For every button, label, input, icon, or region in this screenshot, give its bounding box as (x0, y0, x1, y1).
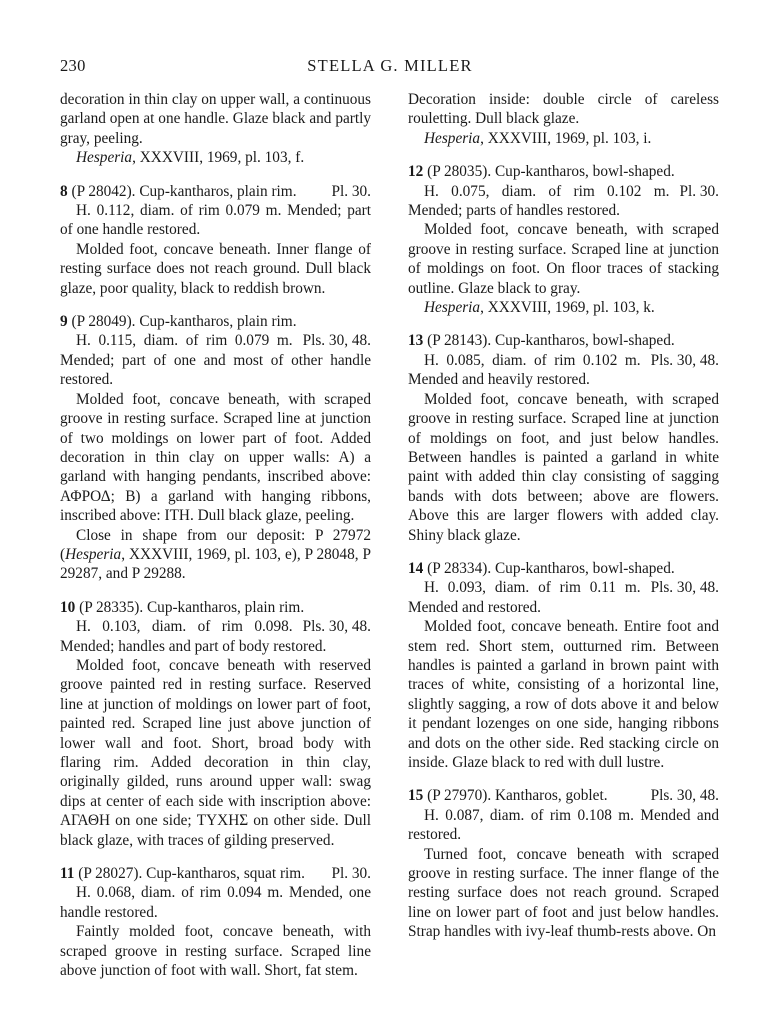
entry-title: (P 27970). Kantharos, goblet. (423, 787, 608, 805)
entry-title: (P 28335). Cup-kantharos, plain rim. (75, 598, 305, 616)
dimensions: H. 0.115, diam. of rim 0.079 m. Mended; part of one and most of other handle restored. (60, 332, 371, 389)
dimensions: H. 0.112, diam. of rim 0.079 m. Mended; part of one handle restored. (60, 202, 371, 239)
comparanda-text: , XXXVIII, 1969, pl. 103, e), P 28048, P 29287, and P 29288. (60, 545, 371, 583)
entry-number: 11 (60, 865, 75, 883)
left-column (60, 90, 371, 980)
description: Molded foot, concave beneath. Entire foot and stem red. Short stem, outturned rim. Between handles is painted a garland in brown paint with traces of white, consisting of a horizontal line, slightly sagging, a row of dots above it and below it pendant lozenges on one side, hanging ribbons and dots on the other side. Red stacking circle on inside. Glaze black to red with dull lustre. (408, 618, 719, 771)
reference-detail: , XXXVIII, 1969, pl. 103, f. (132, 149, 305, 167)
dimensions: H. 0.103, diam. of rim 0.098. Mended; handles and part of body restored. (60, 618, 327, 655)
plate-reference: Pls. 30, 48. (302, 618, 371, 636)
entry-title: (P 28027). Cup-kantharos, squat rim. (74, 865, 306, 883)
plate-reference: Pls. 30, 48. (650, 351, 719, 369)
plate-reference: Pl. 30. (331, 865, 371, 883)
reference-detail: , XXXVIII, 1969, pl. 103, i. (480, 129, 652, 147)
entry-number: 13 (408, 332, 424, 350)
catalogue-entry-heading (60, 182, 371, 201)
entry-title: (P 28049). Cup-kantharos, plain rim. (67, 313, 297, 331)
plate-reference: Pl. 30. (331, 182, 371, 200)
plate-reference: Pls. 30, 48. (302, 332, 371, 350)
entry-number: 12 (408, 163, 424, 181)
plate-reference: Pls. 30, 48. (650, 579, 719, 597)
page-number: 230 (60, 56, 86, 75)
entry-number: 14 (408, 559, 424, 577)
reference (408, 129, 719, 148)
dimensions: H. 0.075, diam. of rim 0.102 m. Mended; parts of handles restored. (408, 182, 670, 220)
journal-title: Hesperia (424, 299, 481, 317)
description: Faintly molded foot, concave beneath, with scraped groove in resting surface. Scraped line above junction of foot with wall. Short, fat stem. (60, 923, 371, 980)
entry-number: 9 (60, 313, 68, 331)
dimensions: H. 0.093, diam. of rim 0.11 m. Mended and restored. (408, 579, 641, 616)
dimensions: H. 0.068, diam. of rim 0.094 m. Mended, one handle restored. (60, 884, 371, 921)
description: Turned foot, concave beneath with scraped groove in resting surface. The inner flange of the resting surface does not reach ground. Scraped line on lower part of foot and just below handles. Strap handles with ivy-leaf thumb-rests above. On (408, 845, 719, 941)
entry-title: (P 28143). Cup-kantharos, bowl-shaped. (423, 332, 675, 350)
description: Molded foot, concave beneath with reserved groove painted red in resting surface. Reserved line at junction of moldings on lower part of foot, painted red. Scraped line just above junction of lower wall and foot. Short, broad body with flaring rim. Added decoration in thin clay, originally gilded, runs around upper wall: swag dips at center of each side with inscription above: ΑΓΑΘΗ on one side; ΤΥΧΗΣ on other side. Dull black glaze, with traces of gilding preserved. (60, 656, 371, 849)
description: Molded foot, concave beneath, with scraped groove in resting surface. Scraped line at junction of two moldings on lower part of foot. Added decoration in thin clay on upper walls: A) a garland with hanging pendants, inscribed above: ΑΦΡΟΔ; B) a garland with hanging ribbons, inscribed above: ΙΤΗ. Dull black glaze, peeling. (60, 390, 371, 525)
comparanda (60, 526, 371, 584)
plate-reference: Pls. 30, 48. (650, 787, 719, 805)
entry-number: 15 (408, 787, 424, 805)
dimensions: H. 0.085, diam. of rim 0.102 m. Mended and heavily restored. (408, 351, 641, 389)
entry-title: (P 28334). Cup-kantharos, bowl-shaped. (423, 559, 675, 577)
reference (408, 298, 719, 317)
continued-text: Decoration inside: double circle of careless rouletting. Dull black glaze. (408, 91, 719, 128)
entry-number: 10 (60, 598, 76, 616)
catalogue-entry-heading (408, 559, 719, 597)
entry-title: (P 28042). Cup-kantharos, plain rim. (67, 182, 297, 200)
description: Molded foot, concave beneath, with scraped groove in resting surface. Scraped line at junction of moldings on foot. On floor traces of stacking outline. Glaze black to gray. (408, 221, 719, 297)
journal-title: Hesperia (424, 129, 481, 147)
right-column (408, 90, 719, 942)
catalogue-entry-heading (60, 598, 371, 636)
dimensions: H. 0.087, diam. of rim 0.108 m. Mended and restored. (408, 806, 719, 844)
entry-title: (P 28035). Cup-kantharos, bowl-shaped. (423, 163, 675, 181)
catalogue-entry-heading (408, 786, 719, 805)
continued-text: decoration in thin clay on upper wall, a continuous garland open at one handle. Glaze black and partly gray, peeling. (60, 91, 371, 147)
description: Molded foot, concave beneath, with scraped groove in resting surface. Scraped line at junction of moldings on foot, and just below handles. Between handles is painted a garland in white paint with added thin clay consisting of sagging bands with dots between; above are flowers. Above this are larger flowers with added clay. Shiny black glaze. (408, 390, 719, 544)
description: Molded foot, concave beneath. Inner flange of resting surface does not reach ground. Dull black glaze, poor quality, black to reddish brown. (60, 240, 371, 297)
catalogue-entry-heading (408, 162, 719, 200)
catalogue-entry-heading (60, 312, 371, 350)
reference (60, 148, 371, 167)
running-head: STELLA G. MILLER (307, 56, 473, 75)
entry-number: 8 (60, 182, 68, 200)
catalogue-entry-heading (408, 331, 719, 369)
plate-reference: Pl. 30. (679, 182, 719, 200)
catalogue-entry-heading (60, 864, 371, 883)
page-header (60, 56, 720, 78)
comparanda-text: Close in shape from our deposit: P 27972 ( (60, 526, 371, 563)
reference-detail: , XXXVIII, 1969, pl. 103, k. (480, 299, 655, 317)
journal-title: Hesperia (65, 545, 122, 563)
journal-title: Hesperia (76, 149, 133, 167)
